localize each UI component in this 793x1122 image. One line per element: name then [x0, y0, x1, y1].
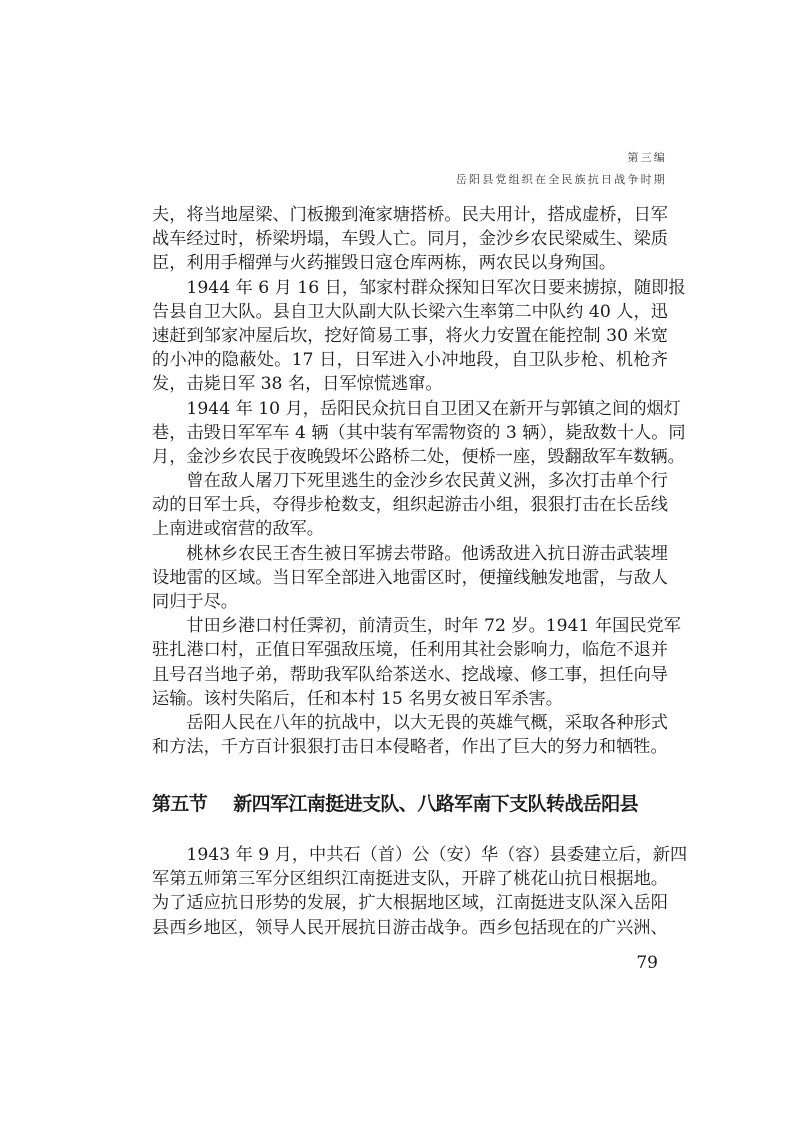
text-line: 且号召当地子弟，帮助我军队给茶送水、挖战壕、修工事，担任向导: [152, 664, 668, 685]
text-line: 和方法，千方百计狠狠打击日本侵略者，作出了巨大的努力和牺牲。: [152, 737, 668, 758]
text-line: 动的日军士兵，夺得步枪数支，组织起游击小组，狠狠打击在长岳线: [152, 495, 668, 516]
text-line: 告县自卫大队。县自卫大队副大队长梁六生率第二中队约 40 人，迅: [152, 301, 668, 322]
section-title: 新四军江南挺进支队、八路军南下支队转战岳阳县: [233, 793, 639, 815]
body-text-after-section: [152, 843, 688, 940]
text-line: 速赶到邹家冲屋后坎，挖好简易工事，将火力安置在能控制 30 米宽: [152, 325, 668, 346]
text-line: 战车经过时，桥梁坍塌，车毁人亡。同月，金沙乡农民梁威生、梁质: [152, 229, 668, 250]
running-header-part-title: 岳阳县党组织在全民族抗日战争时期: [455, 173, 667, 186]
text-line: 县西乡地区，领导人民开展抗日游击战争。西乡包括现在的广兴洲、: [152, 917, 668, 938]
text-line: 桃林乡农民王杏生被日军掳去带路。他诱敌进入抗日游击武装埋: [186, 543, 668, 564]
text-line: 同归于尽。: [152, 592, 238, 612]
text-line: 的小冲的隐蔽处。17 日，日军进入小冲地段，自卫队步枪、机枪齐: [152, 350, 668, 371]
text-line: 驻扎港口村，正值日军强敌压境，任利用其社会影响力，临危不退并: [152, 640, 668, 661]
running-header-part: 第三编: [627, 151, 667, 164]
paragraph: [152, 614, 681, 711]
text-line: 发，击毙日军 38 名，日军惊慌逃窜。: [152, 374, 443, 395]
text-line: 军第五师第三军分区组织江南挺进支队，开辟了桃花山抗日根据地。: [152, 869, 668, 890]
section-heading: [152, 789, 668, 816]
text-line: 臣，利用手榴弹与火药摧毁日寇仓库两栋，两农民以身殉国。: [152, 253, 617, 274]
paragraph: [152, 203, 668, 276]
paragraph: [152, 542, 668, 615]
text-line: 为了适应抗日形势的发展，扩大根据地区域，江南挺进支队深入岳阳: [152, 893, 668, 914]
paragraph: [152, 469, 668, 542]
text-line: 月，金沙乡农民于夜晚毁坏公路桥二处，便桥一座，毁翻敌军车数辆。: [152, 446, 685, 467]
text-line: 上南进或宿营的敌军。: [152, 519, 324, 540]
text-line: 夫，将当地屋梁、门板搬到淹家塘搭桥。民夫用计，搭成虚桥，日军: [152, 205, 668, 225]
text-line: 巷，击毁日军军车 4 辆（其中装有军需物资的 3 辆），毙敌数十人。同: [152, 422, 686, 443]
paragraph: [152, 711, 668, 759]
text-line: 1944 年 10 月，岳阳民众抗日自卫团又在新开与郭镇之间的烟灯: [186, 398, 681, 419]
page-number: 79: [636, 953, 658, 973]
paragraph: [152, 397, 686, 470]
paragraph: [152, 843, 688, 940]
text-line: 甘田乡港口村任霁初，前清贡生，时年 72 岁。1941 年国民党军: [186, 616, 681, 637]
text-line: 设地雷的区域。当日军全部进入地雷区时，便撞线触发地雷，与敌人: [152, 567, 668, 588]
text-line: 运输。该村失陷后，任和本村 15 名男女被日军杀害。: [152, 688, 563, 709]
text-line: 1944 年 6 月 16 日，邹家村群众探知日军次日要来掳掠，随即报: [186, 277, 686, 298]
body-text-before-section: [152, 203, 686, 759]
paragraph: [152, 276, 686, 397]
text-line: 岳阳人民在八年的抗战中，以大无畏的英雄气概，采取各种形式: [186, 712, 668, 733]
text-line: 曾在敌人屠刀下死里逃生的金沙乡农民黄义洲，多次打击单个行: [186, 471, 668, 492]
text-line: 1943 年 9 月，中共石（首）公（安）华（容）县委建立后，新四: [186, 845, 688, 865]
section-number: 第五节: [152, 793, 208, 815]
